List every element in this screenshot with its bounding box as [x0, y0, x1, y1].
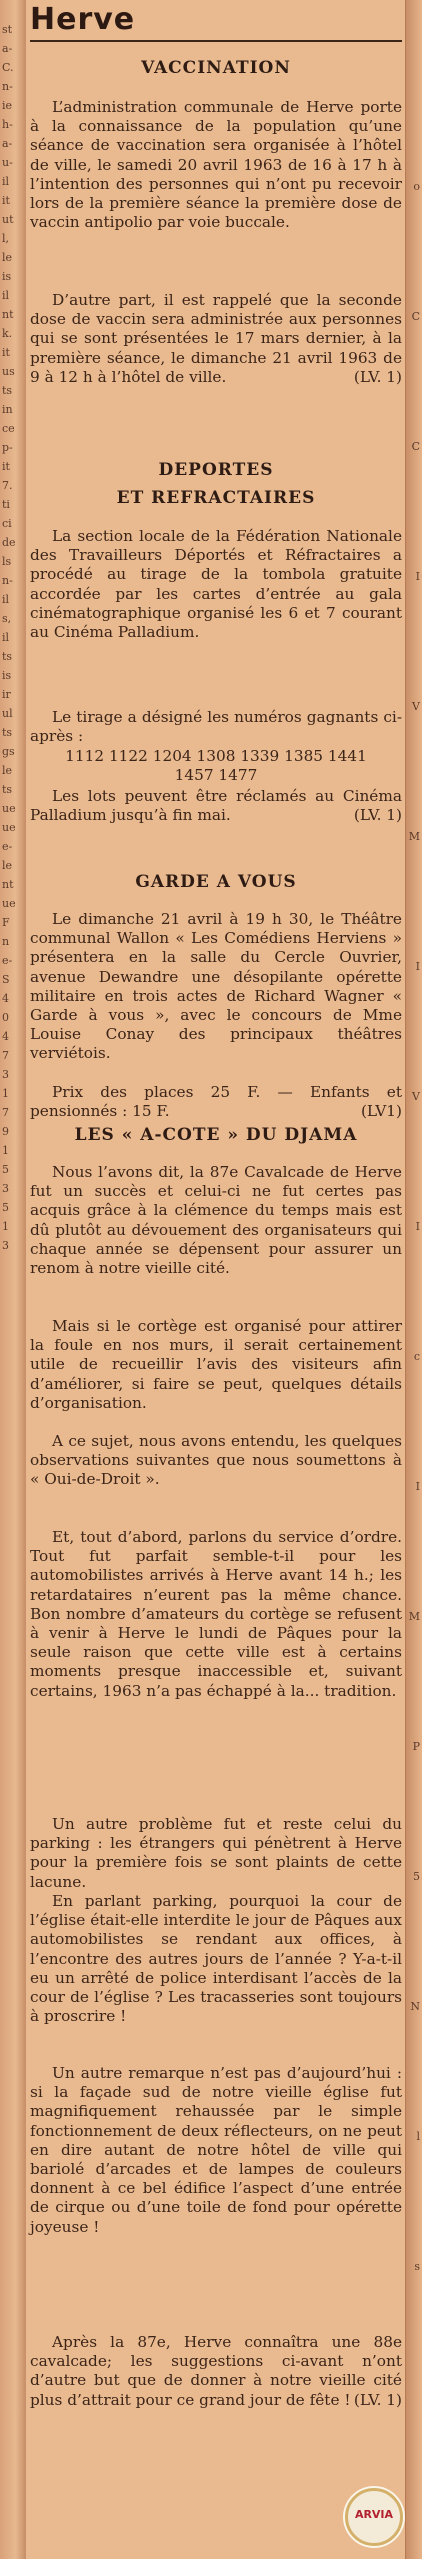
adjacent-column-fragment: a-: [2, 137, 13, 150]
adjacent-column-fragment: n-: [2, 574, 13, 587]
adjacent-column-fragment: le: [2, 764, 13, 777]
masthead-rule: [30, 40, 402, 42]
djama-paragraph-3: A ce sujet, nous avons entendu, les quelques observations suivantes que nous soumettons à « Oui-de-Droit ».: [30, 1432, 402, 1489]
archive-logo-text: ARVIA: [354, 2508, 394, 2521]
adjacent-column-fragment: S: [2, 973, 10, 986]
djama-paragraph-1: Nous l’avons dit, la 87e Cavalcade de Herve fut un succès et celui-ci ne fut certes pas acquis grâce à la clémence du temps mais est dû plutôt au dévouement des organisateurs qui chaque année se dépensent pour assurer un renom à notre vieille cité.: [30, 1163, 402, 1278]
adjacent-column-left: [0, 0, 26, 2559]
vaccination-title: VACCINATION: [141, 58, 291, 78]
djama-paragraph-8: [30, 2333, 402, 2410]
garde-signature: (LV1): [360, 1102, 402, 1121]
adjacent-column-fragment: ti: [2, 498, 10, 511]
djama-paragraph-8-text: Après la 87e, Herve connaîtra une 88e cavalcade; les suggestions ci-avant n’ont d’autre but que de donner à notre vieille cité plus d’attrait pour ce grand jour de fête !: [30, 2333, 402, 2409]
adjacent-column-fragment: 1: [2, 1220, 9, 1233]
garde-paragraph-2: [30, 1083, 402, 1121]
deportes-paragraph-3-text: Les lots peuvent être réclamés au Cinéma Palladium jusqu’à fin mai.: [30, 787, 402, 825]
adjacent-column-fragment: st: [2, 23, 13, 36]
adjacent-column-fragment: u-: [2, 156, 13, 169]
garde-paragraph-2-text: Prix des places 25 F. — Enfants et pensionnés : 15 F.: [30, 1083, 402, 1121]
djama-signature: (LV. 1): [353, 2390, 402, 2409]
deportes-numbers-line-1: 1112 1122 1204 1308 1339 1385 1441: [65, 747, 367, 765]
adjacent-column-fragment: e-: [2, 840, 13, 853]
adjacent-column-fragment: ir: [2, 688, 11, 701]
adjacent-column-fragment: M: [408, 1610, 420, 1623]
deportes-paragraph-2: Le tirage a désigné les numéros gagnants ci-après :: [30, 708, 402, 746]
vaccination-signature: (LV. 1): [353, 367, 402, 386]
adjacent-column-fragment: I: [415, 1220, 420, 1233]
adjacent-column-fragment: it: [2, 194, 10, 207]
adjacent-column-fragment: I: [415, 960, 420, 973]
adjacent-column-fragment: C.: [2, 61, 14, 74]
adjacent-column-fragment: us: [2, 365, 15, 378]
adjacent-column-right: [405, 0, 422, 2559]
djama-title: LES « A-COTE » DU DJAMA: [74, 1125, 358, 1145]
adjacent-column-fragment: ie: [2, 99, 13, 112]
adjacent-column-fragment: ue: [2, 802, 16, 815]
vaccination-paragraph-2-text: D’autre part, il est rappelé que la seconde dose de vaccin sera administrée aux personnes qui se sont présentées le 17 mars dernier, à la première séance, le dimanche 21 avril 1963 de 9 à 12 h à l’hôtel de ville.: [30, 291, 402, 386]
adjacent-column-fragment: k.: [2, 327, 13, 340]
adjacent-column-fragment: o: [413, 180, 420, 193]
adjacent-column-fragment: ts: [2, 384, 13, 397]
adjacent-column-fragment: n-: [2, 80, 13, 93]
adjacent-column-fragment: ut: [2, 213, 14, 226]
adjacent-column-fragment: 7.: [2, 479, 13, 492]
adjacent-column-fragment: ul: [2, 707, 13, 720]
deportes-paragraph-3: [30, 787, 402, 825]
adjacent-column-fragment: il: [2, 175, 10, 188]
adjacent-column-fragment: in: [2, 403, 13, 416]
garde-title: GARDE A VOUS: [135, 872, 297, 892]
adjacent-column-fragment: ls: [2, 555, 12, 568]
adjacent-column-fragment: n: [2, 935, 10, 948]
adjacent-column-fragment: ue: [2, 821, 16, 834]
adjacent-column-fragment: il: [2, 631, 10, 644]
vaccination-paragraph-1: L’administration communale de Herve porte à la connaissance de la population qu’une séance de vaccination sera organisée à l’hôtel de ville, le samedi 20 avril 1963 de 16 à 17 h à l’intention des personnes qui n’ont pu recevoir lors de la première séance la première dose de vaccin antipolio par voie buccale.: [30, 98, 402, 232]
adjacent-column-fragment: it: [2, 460, 10, 473]
adjacent-column-fragment: le: [2, 251, 13, 264]
adjacent-column-fragment: it: [2, 346, 10, 359]
adjacent-column-fragment: 9: [2, 1125, 9, 1138]
adjacent-column-fragment: 3: [2, 1068, 9, 1081]
adjacent-column-fragment: e-: [2, 954, 13, 967]
adjacent-column-fragment: ts: [2, 783, 13, 796]
adjacent-column-fragment: il: [2, 289, 10, 302]
adjacent-column-fragment: ce: [2, 422, 15, 435]
deportes-title: DEPORTES: [158, 460, 274, 480]
adjacent-column-fragment: p-: [2, 441, 13, 454]
adjacent-column-fragment: C: [411, 310, 420, 323]
djama-paragraph-2: Mais si le cortège est organisé pour attirer la foule en nos murs, il serait certainement utile de recueillir l’avis des visiteurs afin d’améliorer, si faire se peut, quelques détails d’organisation.: [30, 1317, 402, 1412]
adjacent-column-fragment: 0: [2, 1011, 9, 1024]
adjacent-column-fragment: gs: [2, 745, 15, 758]
adjacent-column-fragment: is: [2, 669, 12, 682]
garde-paragraph-1: Le dimanche 21 avril à 19 h 30, le Théâtre communal Wallon « Les Comédiens Herviens » présentera en la salle du Cercle Ouvrier, avenue Dewandre une désopilante opérette militaire en trois actes de Richard Wagner « Garde à vous », avec le concours de Mme Louise Conay des principaux théâtres verviétois.: [30, 910, 402, 1063]
djama-paragraph-5: Un autre problème fut et reste celui du parking : les étrangers qui pénètrent à Herve pour la première fois se sont plaints de cette lacune.: [30, 1815, 402, 1891]
adjacent-column-fragment: c: [413, 1350, 420, 1363]
adjacent-column-fragment: C: [411, 440, 420, 453]
adjacent-column-fragment: a-: [2, 42, 13, 55]
adjacent-column-fragment: l,: [2, 232, 10, 245]
adjacent-column-fragment: V: [412, 700, 420, 713]
adjacent-column-fragment: ue: [2, 897, 16, 910]
adjacent-column-fragment: nt: [2, 308, 14, 321]
adjacent-column-fragment: 4: [2, 992, 9, 1005]
djama-paragraph-6: En parlant parking, pourquoi la cour de l’église était-elle interdite le jour de Pâques aux automobilistes se rendant aux offices, à l’encontre des autres jours de l’année ? Y-a-t-il eu un arrêté de police interdisant l’accès de la cour de l’église ? Les tracasseries sont toujours à proscrire !: [30, 1892, 402, 2026]
adjacent-column-fragment: ts: [2, 726, 13, 739]
adjacent-column-fragment: 7: [2, 1049, 9, 1062]
adjacent-column-fragment: N: [410, 2000, 420, 2013]
section-masthead: Herve: [30, 2, 136, 37]
deportes-signature: (LV. 1): [353, 806, 402, 825]
vaccination-paragraph-2: [30, 291, 402, 387]
deportes-numbers-line-2: 1457 1477: [174, 766, 258, 784]
adjacent-column-fragment: 4: [2, 1030, 9, 1043]
adjacent-column-fragment: V: [412, 1090, 420, 1103]
deportes-paragraph-1: La section locale de la Fédération Nationale des Travailleurs Déportés et Réfractaires a procédé au tirage de la tombola gratuite accordée par les cartes d’entrée au gala cinématographique organisé les 6 et 7 courant au Cinéma Palladium.: [30, 527, 402, 642]
adjacent-column-fragment: nt: [2, 878, 14, 891]
adjacent-column-fragment: 3: [2, 1182, 9, 1195]
deportes-subtitle: ET REFRACTAIRES: [116, 488, 316, 508]
adjacent-column-fragment: 1: [2, 1144, 9, 1157]
adjacent-column-fragment: is: [2, 270, 12, 283]
adjacent-column-fragment: ci: [2, 517, 12, 530]
adjacent-column-fragment: s: [414, 2260, 420, 2273]
adjacent-column-fragment: 7: [2, 1106, 9, 1119]
djama-paragraph-7: Un autre remarque n’est pas d’aujourd’hui : si la façade sud de notre vieille église fut magnifiquement rehaussée par le simple fonctionnement de deux réflecteurs, on ne peut en dire autant de notre hôtel de ville qui bariolé d’arcades et de lampes de couleurs donnent à ce bel édifice l’aspect d’une entrée de cirque ou d’une toile de fond pour opérette joyeuse !: [30, 2064, 402, 2236]
adjacent-column-fragment: I: [415, 570, 420, 583]
adjacent-column-fragment: 1: [2, 1087, 9, 1100]
adjacent-column-fragment: de: [2, 536, 16, 549]
adjacent-column-fragment: F: [2, 916, 10, 929]
adjacent-column-fragment: h-: [2, 118, 13, 131]
adjacent-column-fragment: le: [2, 859, 13, 872]
djama-paragraph-4: Et, tout d’abord, parlons du service d’ordre. Tout fut parfait semble-t-il pour les automobilistes arrivés à Herve avant 14 h.; les retardataires n’eurent pas la même chance. Bon nombre d’amateurs du cortège se refusent à venir à Herve le lundi de Pâques pour la seule raison que cette ville est à certains moments presque inaccessible et, suivant certains, 1963 n’a pas échappé à la... tradition.: [30, 1528, 402, 1700]
adjacent-column-fragment: l: [416, 2130, 420, 2143]
adjacent-column-fragment: s,: [2, 612, 12, 625]
adjacent-column-fragment: I: [415, 1480, 420, 1493]
adjacent-column-fragment: il: [2, 593, 10, 606]
archive-logo: [345, 2488, 403, 2546]
adjacent-column-fragment: 5: [2, 1163, 9, 1176]
adjacent-column-fragment: 5: [413, 1870, 420, 1883]
adjacent-column-fragment: M: [408, 830, 420, 843]
adjacent-column-fragment: P: [412, 1740, 420, 1753]
adjacent-column-fragment: 5: [2, 1201, 9, 1214]
adjacent-column-fragment: ts: [2, 650, 13, 663]
adjacent-column-fragment: 3: [2, 1239, 9, 1252]
